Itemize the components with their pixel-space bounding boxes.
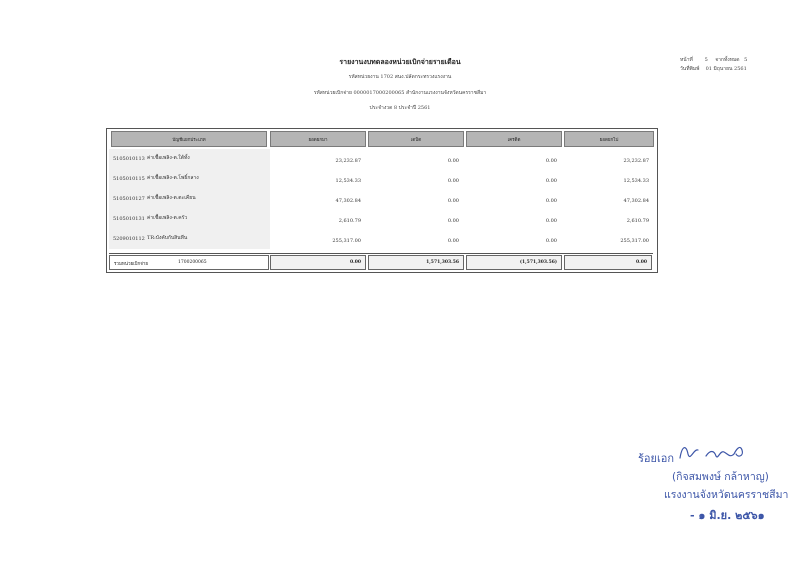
period-line: ประจำงวด 8 ประจำปี 2561	[369, 105, 431, 111]
carried-forward-value: 12,534.33	[623, 178, 649, 184]
account-name: ค่าเชื้อเพลิง-ต.โพธิ์กลาง	[147, 175, 199, 181]
carried-forward-value: 23,232.87	[623, 158, 649, 164]
account-code: 5105010131	[113, 216, 145, 222]
total-debit-cell	[368, 255, 464, 270]
table-row	[109, 173, 653, 191]
total-label-cell	[109, 255, 269, 270]
carried-forward-value: 255,317.00	[620, 238, 649, 244]
debit-value: 0.00	[447, 218, 459, 224]
brought-forward-value: 23,232.87	[335, 158, 361, 164]
total-debit: 1,571,303.56	[426, 260, 459, 265]
brought-forward-value: 12,534.33	[335, 178, 361, 184]
debit-value: 0.00	[447, 198, 459, 204]
column-header-brought-forward: ยอดยกมา	[270, 131, 366, 147]
account-name: ค่าเชื้อเพลิง-ต.ตะเคียน	[147, 195, 196, 201]
table-row	[109, 153, 653, 171]
page-total: 5	[744, 57, 748, 63]
table-row	[109, 193, 653, 211]
account-name: TR:บังคับกับสินทีน	[147, 235, 188, 241]
total-brought-forward: 0.00	[350, 260, 361, 265]
signature-position: แรงงานจังหวัดนครราชสีมา	[664, 489, 789, 501]
credit-value: 0.00	[545, 178, 557, 184]
signature-rank: ร้อยเอก	[638, 452, 674, 465]
credit-value: 0.00	[545, 198, 557, 204]
account-code: 5105010127	[113, 196, 145, 202]
page-label: หน้าที่	[680, 57, 693, 63]
report-title: รายงานงบทดลองหน่วยเบิกจ่ายรายเดือน	[339, 57, 461, 66]
brought-forward-value: 2,610.79	[338, 218, 361, 224]
of-label: จากทั้งหมด	[715, 57, 740, 63]
page-info	[680, 56, 753, 74]
debit-value: 0.00	[447, 178, 459, 184]
signature-date: - ๑ มิ.ย. ๒๕๖๑	[690, 509, 765, 522]
carried-forward-value: 2,610.79	[626, 218, 649, 224]
brought-forward-value: 255,317.00	[332, 238, 361, 244]
trial-balance-table	[106, 128, 658, 273]
page-number: 5	[704, 57, 708, 63]
total-credit-cell	[466, 255, 562, 270]
total-credit: (1,571,303.56)	[519, 260, 557, 265]
budget-code-line: รหัสหน่วยงาน 1702 สนง.ปลัดกระทรวงแรงงาน	[348, 74, 452, 80]
account-code: 5105010113	[113, 156, 145, 162]
column-header-credit: เครดิต	[466, 131, 562, 147]
column-header-account: บัญชีแยกประเภท	[111, 131, 267, 147]
credit-value: 0.00	[545, 158, 557, 164]
disbursement-unit-line: รหัสหน่วยเบิกจ่าย 0000017000200065 สำนักงานแรงงานจังหวัดนครราชสีมา	[313, 90, 487, 96]
account-name: ค่าเชื้อเพลิง-ต.ครัว	[147, 215, 188, 221]
signature-name: (กิจสมพงษ์ กล้าหาญ)	[672, 471, 769, 483]
account-code: 5105010115	[113, 176, 145, 182]
total-carried-forward-cell	[564, 255, 652, 270]
debit-value: 0.00	[447, 158, 459, 164]
credit-value: 0.00	[545, 218, 557, 224]
total-brought-forward-cell	[270, 255, 366, 270]
handwritten-signature	[672, 436, 752, 466]
account-name: ค่าเชื้อเพลิง-ต.ใต้ทั้ง	[147, 155, 190, 161]
table-row	[109, 213, 653, 231]
total-row	[109, 253, 653, 270]
total-carried-forward: 0.00	[636, 260, 647, 265]
account-code: 5209010112	[113, 236, 145, 242]
total-label: รวมหน่วยเบิกจ่าย	[114, 262, 149, 267]
debit-value: 0.00	[447, 238, 459, 244]
print-date-label: วันที่พิมพ์	[680, 66, 700, 72]
print-date: 01 มิถุนายน 2561	[705, 66, 747, 72]
table-row	[109, 233, 653, 251]
credit-value: 0.00	[545, 238, 557, 244]
carried-forward-value: 47,302.84	[623, 198, 649, 204]
column-header-carried-forward: ยอดยกไป	[564, 131, 654, 147]
total-unit-code: 1700200065	[178, 260, 207, 265]
brought-forward-value: 47,302.84	[335, 198, 361, 204]
column-header-debit: เดบิต	[368, 131, 464, 147]
